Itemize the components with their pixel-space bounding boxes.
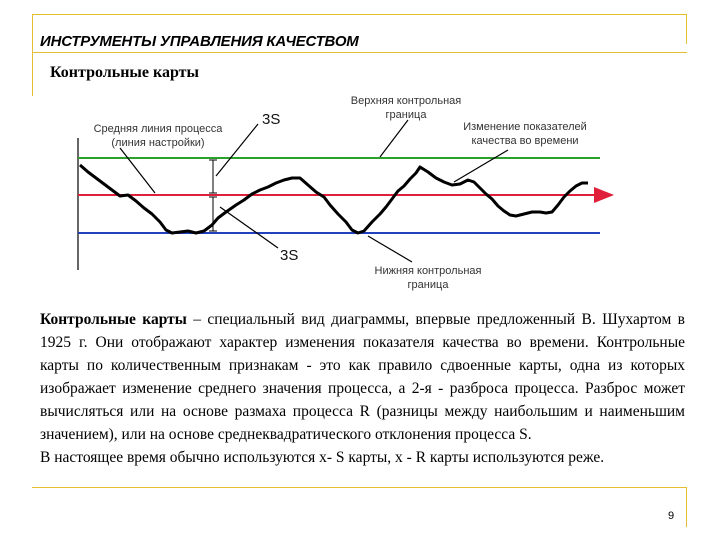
- page-number: 9: [668, 510, 675, 522]
- body-text: [40, 308, 685, 469]
- lower-limit-label-2: граница: [407, 279, 449, 291]
- sigma-lower-label: 3S: [280, 247, 299, 264]
- center-line-leader: [120, 148, 155, 193]
- sigma-upper-label: 3S: [262, 111, 281, 128]
- change-label-2: качества во времени: [471, 135, 579, 147]
- lower-limit-leader: [368, 236, 412, 262]
- upper-limit-label: Верхняя контрольная: [350, 95, 462, 107]
- center-line-label: Средняя линия процесса: [93, 123, 223, 135]
- change-leader: [454, 150, 508, 182]
- body-paragraph-2: В настоящее время обычно используются x- S карты, x - R карты используются реже.: [40, 449, 605, 466]
- body-lead-term: Контрольные карты: [40, 311, 187, 328]
- lower-limit-label: Нижняя контрольная: [374, 265, 482, 277]
- process-curve: [80, 165, 588, 233]
- bottom-right-border-line: [686, 487, 687, 527]
- bottom-border-line: [32, 487, 687, 488]
- body-paragraph-1-text: – специальный вид диаграммы, впервые предложенный В. Шухартом в 1925 г. Они отображают характер изменения показателя качества во времени. Контрольные карты по количественным признакам - это как правило сдвоенные карты, одна из которых изображает изменение среднего значения процесса, а 2-я - разброса процесса. Разброс может вычисляться или на основе размаха процесса R (разницы между наибольшим и наименьшим значением), или на основе среднеквадратического отклонения процесса S.: [40, 311, 686, 443]
- slide-subtitle: Контрольные карты: [50, 64, 200, 81]
- slide-title: ИНСТРУМЕНТЫ УПРАВЛЕНИЯ КАЧЕСТВОМ: [40, 33, 359, 50]
- upper-limit-leader: [380, 120, 408, 157]
- center-line-label-2: (линия настройки): [111, 137, 205, 149]
- sigma-lower-leader: [220, 207, 278, 248]
- body-paragraph-1: [40, 308, 685, 446]
- change-label: Изменение показателей: [463, 121, 587, 133]
- upper-limit-label-2: граница: [385, 109, 427, 121]
